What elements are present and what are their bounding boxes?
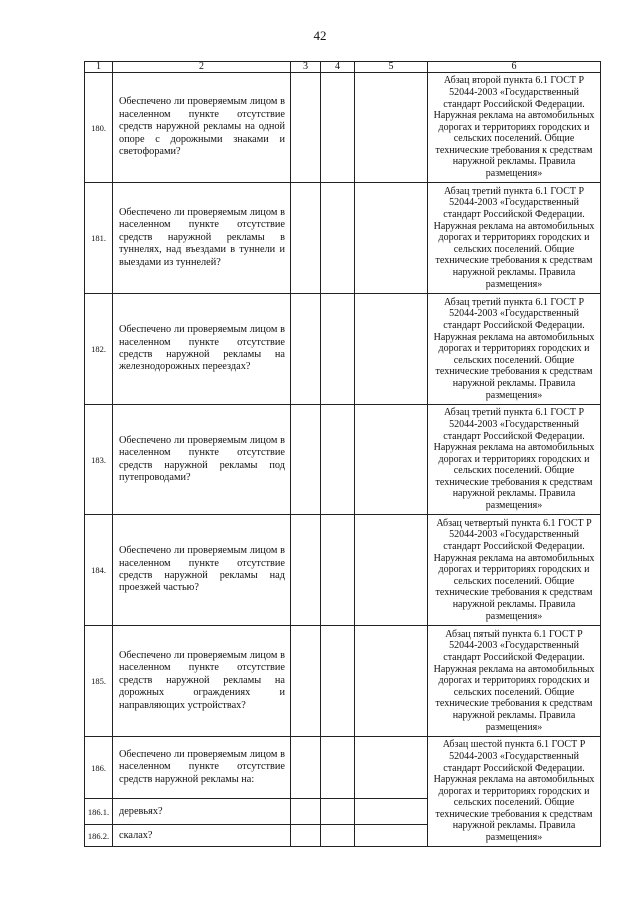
header-col-6: 6: [428, 62, 601, 73]
question-cell: [113, 183, 291, 294]
cell-no: [321, 737, 355, 799]
question-cell: [113, 737, 291, 799]
table-row: [85, 737, 601, 799]
cell-no: [321, 515, 355, 626]
cell-no: [321, 405, 355, 515]
cell-na: [355, 515, 428, 626]
question-cell: [113, 626, 291, 737]
row-number: 180.: [85, 73, 113, 183]
table-row: [85, 626, 601, 737]
header-col-1: 1: [85, 62, 113, 73]
cell-na: [355, 294, 428, 405]
source-cell: [428, 626, 601, 737]
cell-no: [321, 183, 355, 294]
cell-no: [321, 294, 355, 405]
question-text: Обеспечено ли проверяемым лицом в населенном пункте отсутствие средств наружной рекламы на дорожных ограждениях и направляющих устройствах?: [119, 649, 285, 711]
cell-yes: [291, 799, 321, 825]
source-text: Абзац второй пункта 6.1 ГОСТ Р 52044-2003 «Государственный стандарт Российской Федерации. Наружная реклама на автомобильных дорогах и территориях городских и сельских поселений. Общие технические требования к средствам наружной рекламы. Правила размещения»: [433, 75, 595, 180]
source-text: Абзац пятый пункта 6.1 ГОСТ Р 52044-2003 «Государственный стандарт Российской Федерации. Наружная реклама на автомобильных дорогах и территориях городских и сельских поселений. Общие технические требования к средствам наружной рекламы. Правила размещения»: [433, 628, 595, 733]
source-cell: [428, 515, 601, 626]
cell-no: [321, 799, 355, 825]
cell-na: [355, 799, 428, 825]
question-cell: [113, 515, 291, 626]
question-text: Обеспечено ли проверяемым лицом в населенном пункте отсутствие средств наружной рекламы на:: [119, 748, 285, 785]
cell-no: [321, 73, 355, 183]
source-text: Абзац шестой пункта 6.1 ГОСТ Р 52044-2003 «Государственный стандарт Российской Федерации. Наружная реклама на автомобильных дорогах и территориях городских и сельских поселений. Общие технические требования к средствам наружной рекламы. Правила размещения»: [433, 739, 595, 844]
row-number: 184.: [85, 515, 113, 626]
sub-question-cell: деревьях?: [113, 799, 291, 825]
source-cell: [428, 737, 601, 847]
row-number: 181.: [85, 183, 113, 294]
source-cell: [428, 73, 601, 183]
sub-row-number: 186.2.: [85, 825, 113, 847]
cell-na: [355, 626, 428, 737]
cell-na: [355, 73, 428, 183]
table-row: [85, 294, 601, 405]
sub-row-number: 186.1.: [85, 799, 113, 825]
cell-na: [355, 183, 428, 294]
source-cell: [428, 405, 601, 515]
cell-yes: [291, 405, 321, 515]
source-cell: [428, 183, 601, 294]
table-row: [85, 515, 601, 626]
source-text: Абзац четвертый пункта 6.1 ГОСТ Р 52044-2003 «Государственный стандарт Российской Федерации. Наружная реклама на автомобильных дорогах и территориях городских и сельских поселений. Общие технические требования к средствам наружной рекламы. Правила размещения»: [433, 517, 595, 622]
table-row: [85, 73, 601, 183]
header-col-4: 4: [321, 62, 355, 73]
source-cell: [428, 294, 601, 405]
row-number: 186.: [85, 737, 113, 799]
source-text: Абзац третий пункта 6.1 ГОСТ Р 52044-2003 «Государственный стандарт Российской Федерации. Наружная реклама на автомобильных дорогах и территориях городских и сельских поселений. Общие технические требования к средствам наружной рекламы. Правила размещения»: [433, 185, 595, 290]
cell-yes: [291, 825, 321, 847]
table-row: [85, 405, 601, 515]
cell-yes: [291, 183, 321, 294]
cell-na: [355, 405, 428, 515]
header-col-3: 3: [291, 62, 321, 73]
cell-yes: [291, 626, 321, 737]
question-cell: [113, 73, 291, 183]
source-text: Абзац третий пункта 6.1 ГОСТ Р 52044-2003 «Государственный стандарт Российской Федерации. Наружная реклама на автомобильных дорогах и территориях городских и сельских поселений. Общие технические требования к средствам наружной рекламы. Правила размещения»: [433, 407, 595, 512]
cell-na: [355, 825, 428, 847]
cell-yes: [291, 73, 321, 183]
question-text: Обеспечено ли проверяемым лицом в населенном пункте отсутствие средств наружной рекламы в туннелях, над въездами в туннели и выездами из туннелей?: [119, 206, 285, 268]
question-text: Обеспечено ли проверяемым лицом в населенном пункте отсутствие средств наружной рекламы на железнодорожных переездах?: [119, 324, 285, 373]
cell-yes: [291, 515, 321, 626]
cell-no: [321, 825, 355, 847]
checklist-table: [84, 61, 601, 847]
cell-yes: [291, 737, 321, 799]
row-number: 183.: [85, 405, 113, 515]
cell-na: [355, 737, 428, 799]
page-number: 42: [313, 28, 327, 43]
question-cell: [113, 405, 291, 515]
question-text: Обеспечено ли проверяемым лицом в населенном пункте отсутствие средств наружной рекламы под путепроводами?: [119, 434, 285, 483]
header-row: [85, 62, 601, 73]
header-col-2: 2: [113, 62, 291, 73]
question-cell: [113, 294, 291, 405]
cell-yes: [291, 294, 321, 405]
table-row: [85, 183, 601, 294]
header-col-5: 5: [355, 62, 428, 73]
question-text: Обеспечено ли проверяемым лицом в населенном пункте отсутствие средств наружной рекламы на одной опоре с дорожными знаками и светофорами?: [119, 96, 285, 158]
row-number: 185.: [85, 626, 113, 737]
cell-no: [321, 626, 355, 737]
question-text: Обеспечено ли проверяемым лицом в населенном пункте отсутствие средств наружной рекламы над проезжей частью?: [119, 545, 285, 594]
sub-question-cell: скалах?: [113, 825, 291, 847]
source-text: Абзац третий пункта 6.1 ГОСТ Р 52044-2003 «Государственный стандарт Российской Федерации. Наружная реклама на автомобильных дорогах и территориях городских и сельских поселений. Общие технические требования к средствам наружной рекламы. Правила размещения»: [433, 296, 595, 401]
row-number: 182.: [85, 294, 113, 405]
